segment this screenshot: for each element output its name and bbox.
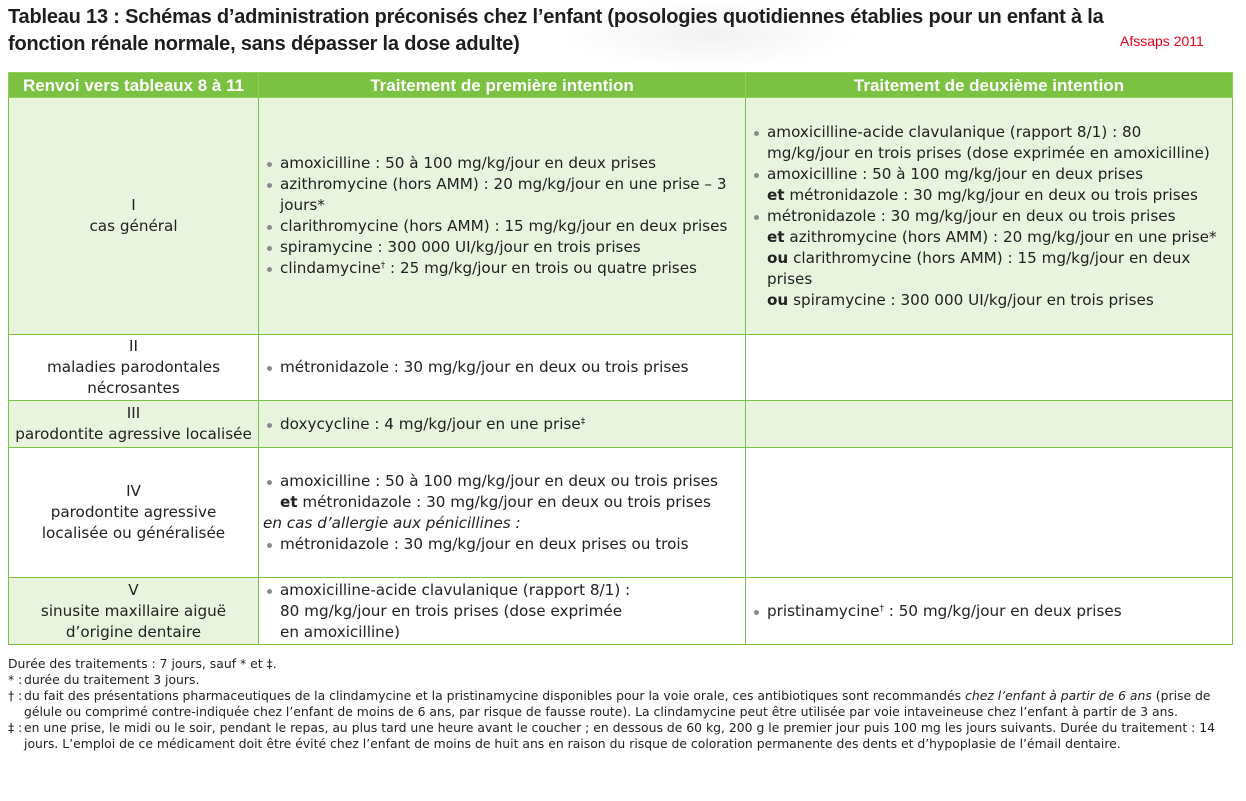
conjunction-et: et bbox=[280, 492, 298, 511]
regimen-line: 80 mg/kg/jour en trois prises (dose exprimée bbox=[280, 601, 623, 620]
list-item: azithromycine (hors AMM) : 20 mg/kg/jour en une prise – 3 jours* bbox=[263, 174, 741, 216]
regimen-text: azithromycine (hors AMM) : 20 mg/kg/jour en une prise* bbox=[784, 227, 1217, 246]
drug-name: clindamycine bbox=[280, 259, 381, 277]
row-label: d’origine dentaire bbox=[65, 622, 202, 641]
row-number: IV bbox=[126, 482, 141, 500]
first-line-list bbox=[263, 153, 741, 279]
first-line-cell-v bbox=[259, 578, 746, 645]
regimen-line bbox=[280, 492, 741, 513]
regimen-line: amoxicilline : 50 à 100 mg/kg/jour en deux ou trois prises bbox=[280, 471, 718, 490]
list-item bbox=[750, 206, 1228, 311]
first-line-cell-i bbox=[259, 98, 746, 335]
source-label: Afssaps 2011 bbox=[1120, 33, 1204, 49]
regimen-line bbox=[767, 248, 1228, 290]
footnote-marker: ‡ : bbox=[8, 720, 23, 735]
list-item bbox=[263, 414, 741, 435]
regimen-text: doxycycline : 4 mg/kg/jour en une prise bbox=[280, 414, 581, 433]
row-label: cas général bbox=[89, 217, 178, 235]
list-item: amoxicilline-acide clavulanique (rapport 8/1) : 80 mg/kg/jour en trois prises (dose exprimée en amoxicilline) bbox=[750, 122, 1228, 164]
second-line-cell-iii bbox=[746, 401, 1233, 448]
footnote-double-dagger bbox=[8, 720, 1234, 752]
list-item bbox=[263, 580, 741, 643]
regimen-line: amoxicilline : 50 à 100 mg/kg/jour en deux prises bbox=[767, 164, 1144, 183]
row-number: II bbox=[129, 337, 138, 355]
footnote-marker: † : bbox=[8, 688, 23, 703]
first-line-cell-ii bbox=[259, 335, 746, 401]
reference-cell-iii bbox=[9, 401, 259, 448]
footnote-dagger bbox=[8, 688, 1234, 720]
list-item bbox=[750, 601, 1228, 622]
regimen-line: en amoxicilline) bbox=[280, 622, 401, 641]
table-row-iii bbox=[9, 401, 1233, 448]
column-header-second-line: Traitement de deuxième intention bbox=[746, 73, 1233, 98]
list-item: métronidazole : 30 mg/kg/jour en deux ou trois prises bbox=[263, 357, 741, 378]
antibiotic-schedule-table bbox=[8, 72, 1233, 645]
allergy-list bbox=[263, 534, 741, 555]
conjunction-et: et bbox=[767, 185, 785, 204]
conjunction-ou: ou bbox=[767, 290, 789, 309]
first-line-cell-iv bbox=[259, 448, 746, 578]
row-number: III bbox=[126, 404, 141, 422]
reference-cell-ii bbox=[9, 335, 259, 401]
regimen-line: métronidazole : 30 mg/kg/jour en deux ou trois prises bbox=[767, 206, 1176, 225]
reference-cell-iv bbox=[9, 448, 259, 578]
regimen-line bbox=[767, 185, 1228, 206]
second-line-cell-i bbox=[746, 98, 1233, 335]
dagger-mark: † bbox=[380, 261, 386, 271]
footnote-text: du fait des présentations pharmaceutiques de la clindamycine et la pristinamycine disponibles pour la voie orale, ces antibiotiques sont recommandés bbox=[24, 688, 962, 703]
drug-name: pristinamycine bbox=[767, 601, 880, 620]
footnotes bbox=[8, 656, 1234, 752]
list-item: amoxicilline : 50 à 100 mg/kg/jour en deux prises bbox=[263, 153, 741, 174]
footnote-text: en une prise, le midi ou le soir, pendant le repas, au plus tard une heure avant le coucher ; en dessous de 60 kg, 200 g le premier jour puis 100 mg les jours suivants. Durée du traitement : 14 jours. L’emploi de ce médicament doit être évité chez l’enfant de moins de huit ans en raison du risque de coloration permanente des dents et d’hypoplasie de l’émail dentaire. bbox=[24, 720, 1216, 751]
regimen-text: métronidazole : 30 mg/kg/jour en deux ou trois prises bbox=[784, 185, 1198, 204]
list-item bbox=[263, 471, 741, 513]
list-item: spiramycine : 300 000 UI/kg/jour en trois prises bbox=[263, 237, 741, 258]
table-row-i bbox=[9, 98, 1233, 335]
first-line-list bbox=[263, 414, 741, 435]
footnote-duration: Durée des traitements : 7 jours, sauf * et ‡. bbox=[8, 656, 277, 671]
list-item bbox=[750, 164, 1228, 206]
conjunction-ou: ou bbox=[767, 248, 789, 267]
first-line-list bbox=[263, 471, 741, 513]
regimen-line bbox=[767, 290, 1228, 311]
row-label: parodontite agressive bbox=[50, 503, 217, 521]
list-item: clarithromycine (hors AMM) : 15 mg/kg/jour en deux prises bbox=[263, 216, 741, 237]
dosage: : 25 mg/kg/jour en trois ou quatre prises bbox=[385, 259, 697, 277]
list-item: métronidazole : 30 mg/kg/jour en deux prises ou trois bbox=[263, 534, 741, 555]
second-line-cell-v bbox=[746, 578, 1233, 645]
row-number: I bbox=[131, 196, 136, 214]
regimen-text: clarithromycine (hors AMM) : 15 mg/kg/jour en deux prises bbox=[767, 248, 1191, 288]
reference-cell-v bbox=[9, 578, 259, 645]
row-label: parodontite agressive localisée bbox=[15, 425, 252, 443]
footnote-text: (prise de gélule ou comprimé contre-indiquée chez l’enfant de moins de 6 ans, par risque de fausse route). La clindamycine peut être utilisée par voie intaveineuse chez l’enfant à partir de 3 ans. bbox=[24, 688, 1211, 719]
double-dagger-mark: ‡ bbox=[580, 416, 586, 427]
first-line-cell-iii bbox=[259, 401, 746, 448]
second-line-cell-iv bbox=[746, 448, 1233, 578]
first-line-list bbox=[263, 357, 741, 378]
footnote-star bbox=[8, 672, 1234, 688]
row-label: nécrosantes bbox=[87, 379, 180, 397]
dagger-mark: † bbox=[879, 603, 884, 614]
conjunction-et: et bbox=[767, 227, 785, 246]
second-line-cell-ii bbox=[746, 335, 1233, 401]
row-number: V bbox=[128, 580, 139, 599]
column-header-first-line: Traitement de première intention bbox=[259, 73, 746, 98]
second-line-list bbox=[750, 601, 1228, 622]
column-header-reference: Renvoi vers tableaux 8 à 11 bbox=[9, 73, 259, 98]
table-row-v bbox=[9, 578, 1233, 645]
regimen-text: spiramycine : 300 000 UI/kg/jour en trois prises bbox=[788, 290, 1154, 309]
regimen-text: métronidazole : 30 mg/kg/jour en deux ou trois prises bbox=[297, 492, 711, 511]
regimen-line: amoxicilline-acide clavulanique (rapport 8/1) : bbox=[280, 580, 631, 599]
list-item bbox=[263, 258, 741, 279]
footnote-text: durée du traitement 3 jours. bbox=[24, 672, 200, 687]
table-row-iv bbox=[9, 448, 1233, 578]
row-label: localisée ou généralisée bbox=[41, 524, 226, 542]
first-line-list bbox=[263, 580, 741, 643]
reference-cell-i bbox=[9, 98, 259, 335]
row-label: sinusite maxillaire aiguë bbox=[40, 601, 227, 620]
table-title: Tableau 13 : Schémas d’administration préconisés chez l’enfant (posologies quotidiennes établies pour un enfant à la fonction rénale normale, sans dépasser la dose adulte) bbox=[8, 6, 1104, 55]
second-line-list bbox=[750, 122, 1228, 311]
footnote-marker: * : bbox=[8, 672, 23, 687]
table-header-row bbox=[9, 73, 1233, 98]
footnote-emphasis: chez l’enfant à partir de 6 ans bbox=[965, 688, 1152, 703]
dosage: : 50 mg/kg/jour en deux prises bbox=[883, 601, 1122, 620]
table-row-ii bbox=[9, 335, 1233, 401]
regimen-line bbox=[767, 227, 1228, 248]
allergy-note: en cas d’allergie aux pénicillines : bbox=[263, 513, 521, 532]
row-label: maladies parodontales bbox=[46, 358, 221, 376]
